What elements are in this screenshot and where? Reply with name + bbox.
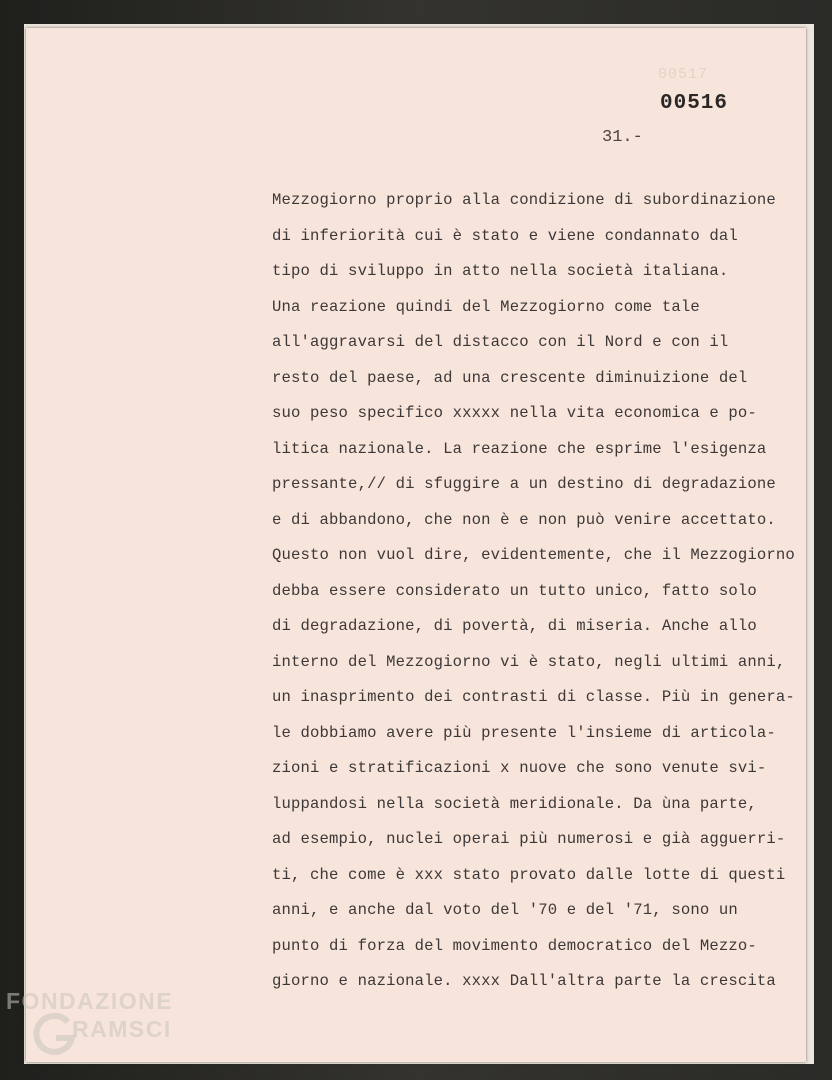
watermark-line-2: RAMSCI — [72, 1016, 172, 1042]
text-line: litica nazionale. La reazione che esprime l'esigenza — [272, 439, 767, 458]
text-line: Una reazione quindi del Mezzogiorno come tale — [272, 297, 700, 316]
text-line: interno del Mezzogiorno vi è stato, negli ultimi anni, — [272, 652, 786, 671]
text-line: tipo di sviluppo in atto nella società italiana. — [272, 262, 729, 280]
text-line: le dobbiamo avere più presente l'insieme di articola- — [272, 723, 776, 742]
text-line: Questo non vuol dire, evidentemente, che il Mezzogiorno — [272, 546, 795, 564]
text-line: resto del paese, ad una crescente diminuizione del — [272, 368, 748, 387]
typewritten-page — [26, 28, 806, 1062]
text-line: ad esempio, nuclei operai più numerosi e già agguerri- — [272, 830, 786, 848]
watermark-line-1: FONDAZIONE — [6, 988, 174, 1014]
text-line: giorno e nazionale. xxxx Dall'altra parte la crescita — [272, 972, 776, 990]
text-line: ti, che come è xxx stato provato dalle lotte di questi — [272, 865, 786, 884]
text-line: di inferiorità cui è stato e viene condannato dal — [272, 226, 738, 245]
body-text — [272, 190, 806, 1007]
fondazione-gramsci-watermark — [2, 986, 217, 1066]
text-line: luppandosi nella società meridionale. Da ùna parte, — [272, 794, 757, 813]
text-line: anni, e anche dal voto del '70 e del '71, sono un — [272, 901, 738, 919]
bleed-through-number: 00517 — [658, 66, 709, 83]
text-line: pressante,// di sfuggire a un destino di degradazione — [272, 475, 776, 493]
page-number: 31.- — [602, 128, 643, 147]
text-line: debba essere considerato un tutto unico, fatto solo — [272, 581, 757, 600]
text-line: punto di forza del movimento democratico del Mezzo- — [272, 936, 757, 955]
text-line: di degradazione, di povertà, di miseria. Anche allo — [272, 617, 757, 635]
text-line: un inasprimento dei contrasti di classe. Più in genera- — [272, 688, 795, 706]
archive-number: 00516 — [660, 92, 729, 115]
text-line: suo peso specifico xxxxx nella vita economica e po- — [272, 404, 757, 422]
gramsci-g-logo-icon — [32, 1012, 76, 1056]
text-line: all'aggravarsi del distacco con il Nord e con il — [272, 333, 729, 351]
text-line: Mezzogiorno proprio alla condizione di subordinazione — [272, 191, 776, 209]
text-line: e di abbandono, che non è e non può venire accettato. — [272, 510, 776, 529]
text-line: zioni e stratificazioni x nuove che sono venute svi- — [272, 759, 767, 777]
